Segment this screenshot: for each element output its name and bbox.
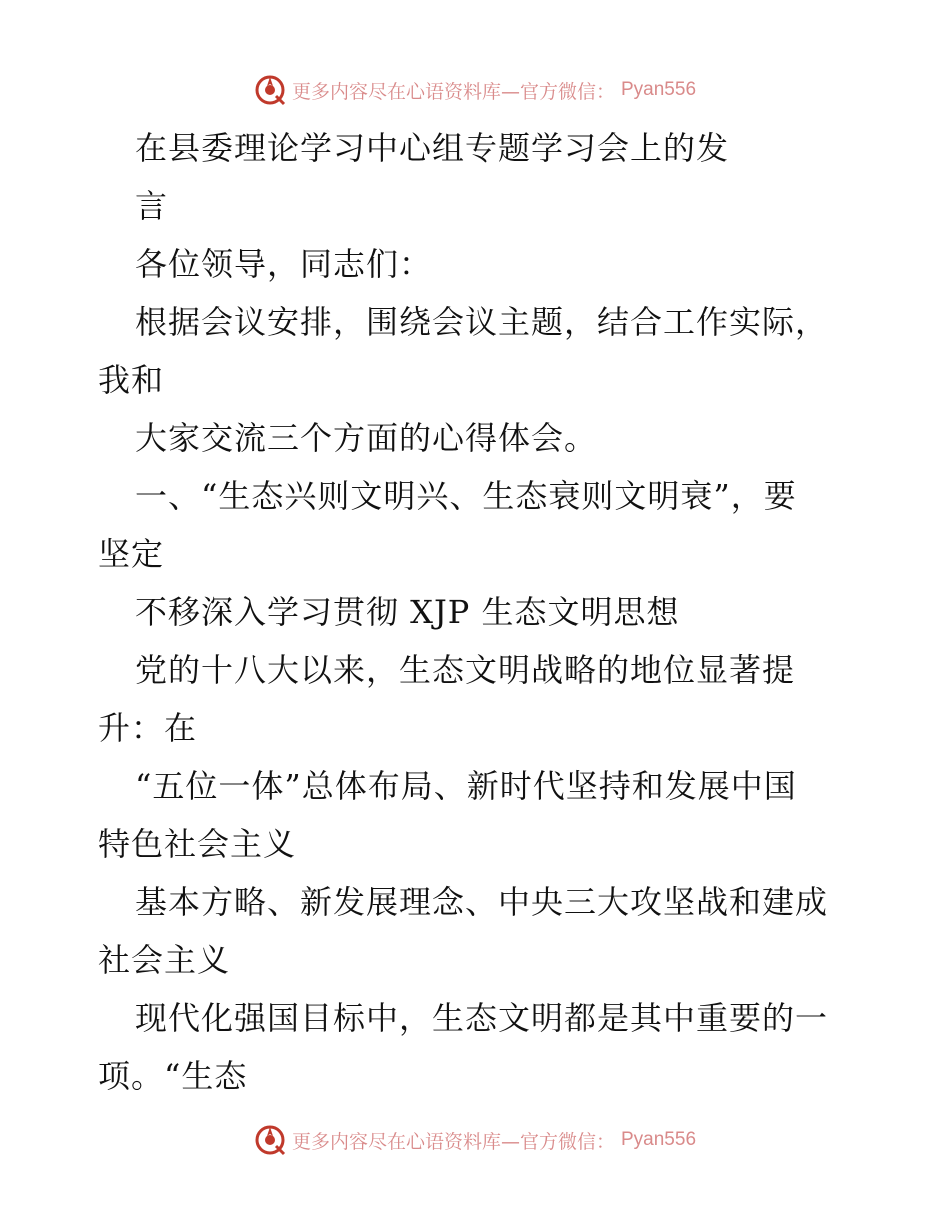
text-line: 大家交流三个方面的心得体会。 (135, 419, 598, 457)
text-line: 升：在 (98, 709, 198, 747)
section-heading-line: 不移深入学习贯彻 XJP 生态文明思想 (135, 593, 680, 631)
section-heading-line: 坚定 (98, 535, 165, 573)
watermark-text: 更多内容尽在心语资料库—官方微信： (291, 1130, 615, 1153)
watermark-text: 更多内容尽在心语资料库—官方微信： (291, 80, 615, 103)
text-line: 项。“生态 (98, 1057, 248, 1095)
title-line-2: 言 (135, 187, 169, 225)
salutation: 各位领导，同志们： (135, 245, 433, 283)
text-line: 特色社会主义 (98, 825, 297, 863)
text-line: “五位一体”总体布局、新时代坚持和发展中国 (135, 767, 797, 805)
text-line: 基本方略、新发展理念、中央三大攻坚战和建成 (135, 883, 829, 921)
pen-logo-icon (254, 1124, 286, 1156)
watermark-id: Pyan556 (621, 1129, 697, 1150)
text-line: 我和 (98, 361, 165, 399)
text-line: 社会主义 (98, 941, 231, 979)
text-line: 现代化强国目标中，生态文明都是其中重要的一 (135, 999, 829, 1037)
title-line-1: 在县委理论学习中心组专题学习会上的发 (135, 129, 730, 167)
text-line: 根据会议安排，围绕会议主题，结合工作实际， (135, 303, 829, 341)
footer-watermark (0, 1120, 950, 1160)
section-heading-line: 一、“生态兴则文明兴、生态衰则文明衰”，要 (135, 477, 797, 515)
text-line: 党的十八大以来，生态文明战略的地位显著提 (135, 651, 796, 689)
watermark-id: Pyan556 (621, 79, 697, 100)
